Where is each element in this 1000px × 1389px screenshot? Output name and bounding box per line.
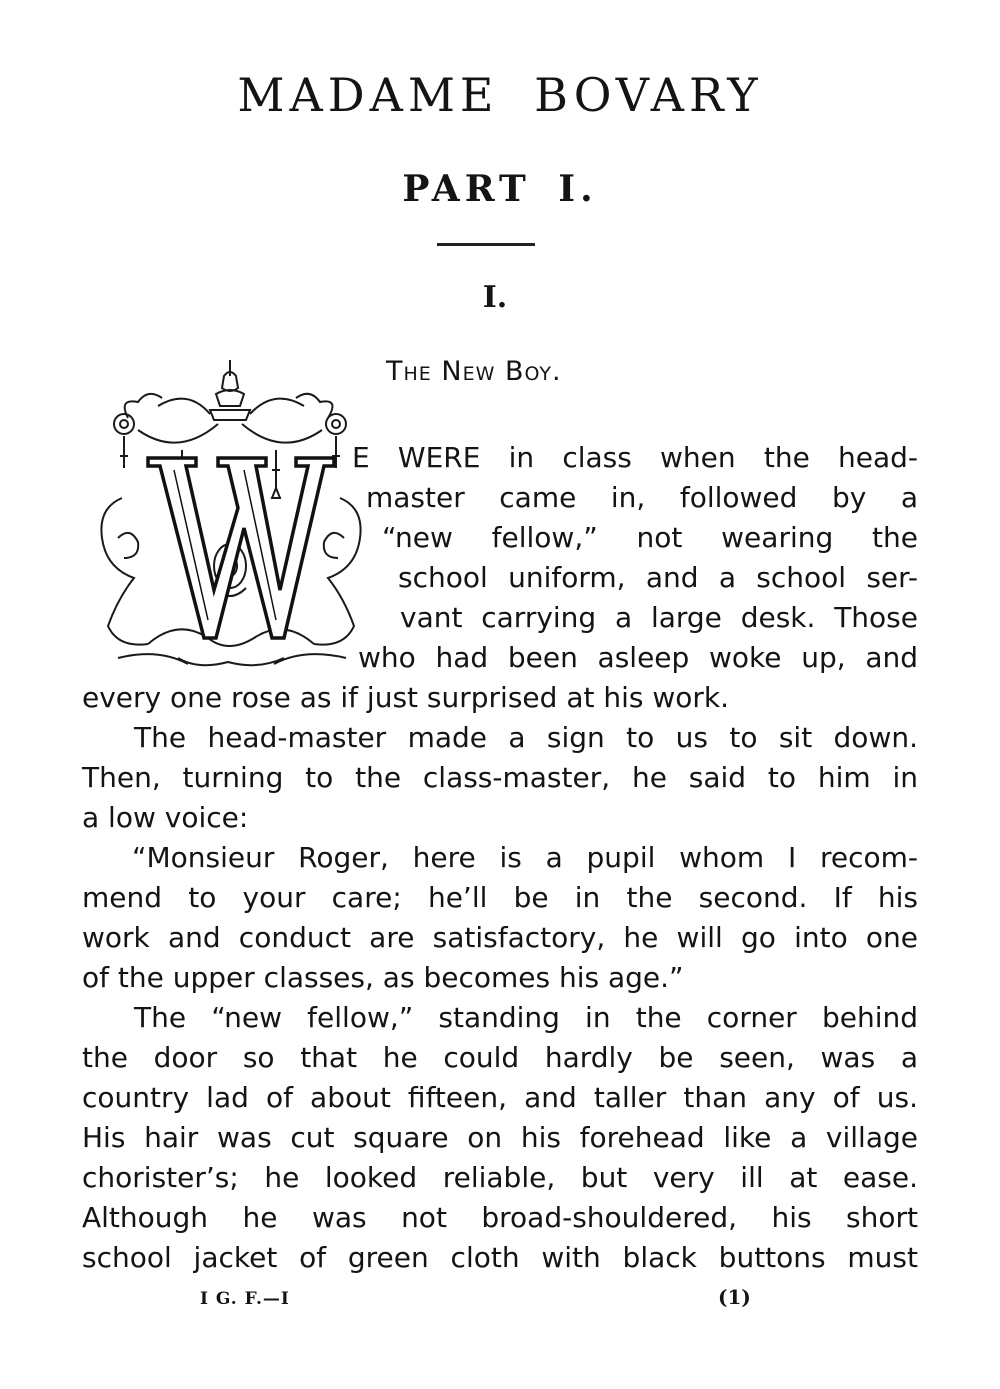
body-line: work and conduct are satisfactory, he will go into one xyxy=(82,921,918,954)
part-title: PART I. xyxy=(402,168,598,210)
body-line: His hair was cut square on his forehead like a village xyxy=(82,1121,918,1154)
body-line: the door so that he could hardly be seen, was a xyxy=(82,1041,918,1074)
title-rule xyxy=(437,243,535,246)
body-line: country lad of about fifteen, and taller than any of us. xyxy=(82,1081,918,1114)
body-line: school uniform, and a school ser- xyxy=(398,561,918,594)
body-line: “new fellow,” not wearing the xyxy=(382,521,918,554)
chapter-title: The New Boy. xyxy=(386,356,562,387)
body-line: a low voice: xyxy=(82,801,249,834)
body-line: chorister’s; he looked reliable, but very ill at ease. xyxy=(82,1161,918,1194)
body-line: of the upper classes, as becomes his age.” xyxy=(82,961,684,994)
body-line: E WERE in class when the head- xyxy=(352,441,918,474)
page-number: (1) xyxy=(718,1285,751,1309)
body-line: mend to your care; he’ll be in the second. If his xyxy=(82,881,918,914)
body-line: school jacket of green cloth with black buttons must xyxy=(82,1241,918,1274)
body-line: every one rose as if just surprised at his work. xyxy=(82,681,730,714)
body-line: The “new fellow,” standing in the corner behind xyxy=(134,1001,918,1034)
body-line: “Monsieur Roger, here is a pupil whom I recom- xyxy=(132,841,918,874)
chapter-body xyxy=(82,438,918,1278)
book-title: MADAME BOVARY xyxy=(237,68,763,122)
signature-mark: I G. F.—I xyxy=(200,1289,290,1309)
body-line: who had been asleep woke up, and xyxy=(358,641,918,674)
body-line: Although he was not broad-shouldered, his short xyxy=(82,1201,918,1234)
body-line: vant carrying a large desk. Those xyxy=(400,601,918,634)
body-line: Then, turning to the class-master, he said to him in xyxy=(82,761,918,794)
body-line: master came in, followed by a xyxy=(366,481,918,514)
chapter-number: I. xyxy=(482,280,508,315)
body-line: The head-master made a sign to us to sit down. xyxy=(134,721,918,754)
